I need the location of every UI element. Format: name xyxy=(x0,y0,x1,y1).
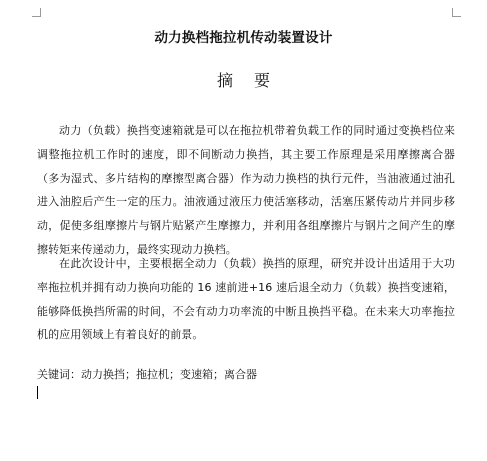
abstract-paragraph-2: 在此次设计中，主要根据全动力（负载）换挡的原理，研究并设计出适用于大功率拖拉机并拥有动力换向功能的 16 速前进+16 速后退全动力（负载）换挡变速箱，能够降低换挡所需的时间，不会有动力功率流的中断且换挡平稳。在未来大功率拖拉机的应用领域上有着良好的前景。 xyxy=(37,257,455,342)
margin-corner-mark-right xyxy=(452,8,461,17)
abstract-heading: 摘 要 xyxy=(216,71,279,90)
margin-corner-mark-left xyxy=(32,8,41,17)
keywords-line: 关键词：动力换挡；拖拉机；变速箱；离合器 xyxy=(37,368,257,381)
abstract-paragraph-1: 动力（负载）换挡变速箱就是可以在拖拉机带着负载工作的同时通过变换档位来调整拖拉机工作时的速度，即不间断动力换挡，其主要工作原理是采用摩擦离合器（多为湿式、多片结构的摩擦型离合器）作为动力换档的执行元件，当油液通过油孔进入油腔后产生一定的压力。油液通过液压力使活塞移动，活塞压紧传动片并同步移动，促使多组摩擦片与钢片贴紧产生摩擦力，并利用各组摩擦片与钢片之间产生的摩擦转矩来传递动力，最终实现动力换档。 xyxy=(37,124,455,256)
text-cursor xyxy=(37,386,38,399)
document-title: 动力换档拖拉机传动装置设计 xyxy=(154,30,333,46)
